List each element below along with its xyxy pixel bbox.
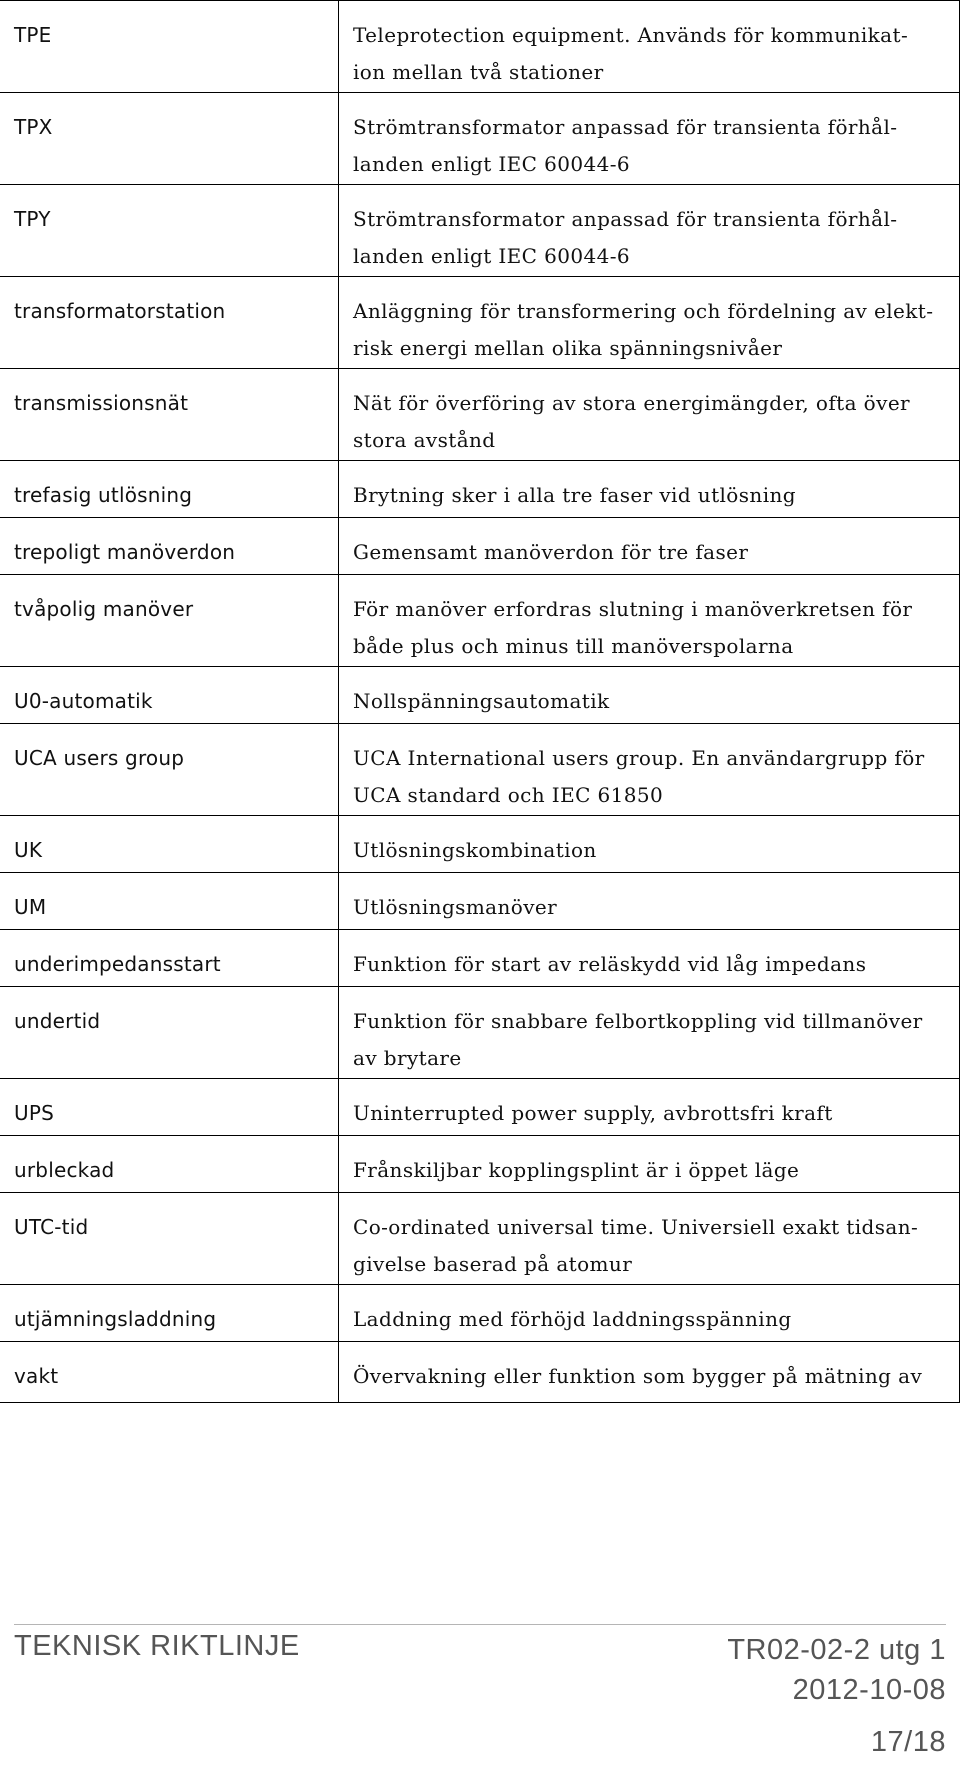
glossary-definition: Uninterrupted power supply, avbrottsfri kraft	[339, 1079, 960, 1136]
footer-meta	[727, 1630, 946, 1710]
glossary-row	[0, 461, 960, 518]
glossary-row	[0, 1193, 960, 1285]
glossary-definition: Brytning sker i alla tre faser vid utlösning	[339, 461, 960, 518]
footer-document-type: TEKNISK RIKTLINJE	[14, 1630, 300, 1662]
glossary-term: UM	[0, 873, 339, 930]
footer-date: 2012-10-08	[792, 1674, 946, 1706]
glossary-definition: Strömtransformator anpassad för transienta förhål- landen enligt IEC 60044-6	[339, 93, 960, 185]
footer-divider	[14, 1624, 946, 1625]
glossary-row	[0, 1285, 960, 1342]
glossary-term: UK	[0, 816, 339, 873]
glossary-row	[0, 987, 960, 1079]
glossary-term: undertid	[0, 987, 339, 1079]
glossary-row	[0, 369, 960, 461]
glossary-definition: Nollspänningsautomatik	[339, 667, 960, 724]
glossary-definition: Utlösningsmanöver	[339, 873, 960, 930]
glossary-term: urbleckad	[0, 1136, 339, 1193]
glossary-row	[0, 1, 960, 93]
glossary-row	[0, 93, 960, 185]
glossary-row	[0, 1079, 960, 1136]
glossary-term: UCA users group	[0, 724, 339, 816]
glossary-term: transmissionsnät	[0, 369, 339, 461]
glossary-term: utjämningsladdning	[0, 1285, 339, 1342]
glossary-term: U0-automatik	[0, 667, 339, 724]
glossary-definition: UCA International users group. En användargrupp för UCA standard och IEC 61850	[339, 724, 960, 816]
glossary-body	[0, 1, 960, 1403]
glossary-row	[0, 575, 960, 667]
glossary-row	[0, 1136, 960, 1193]
glossary-term: trepoligt manöverdon	[0, 518, 339, 575]
glossary-definition: Nät för överföring av stora energimängder, ofta över stora avstånd	[339, 369, 960, 461]
footer-document-id: TR02-02-2 utg 1	[727, 1634, 946, 1666]
glossary-definition: Övervakning eller funktion som bygger på mätning av	[339, 1342, 960, 1403]
glossary-term: tvåpolig manöver	[0, 575, 339, 667]
glossary-term: vakt	[0, 1342, 339, 1403]
glossary-definition: Utlösningskombination	[339, 816, 960, 873]
glossary-row	[0, 277, 960, 369]
glossary-definition: Funktion för start av reläskydd vid låg impedans	[339, 930, 960, 987]
glossary-row	[0, 724, 960, 816]
glossary-definition: Co-ordinated universal time. Universiell exakt tidsan- givelse baserad på atomur	[339, 1193, 960, 1285]
glossary-term: UTC-tid	[0, 1193, 339, 1285]
glossary-row	[0, 930, 960, 987]
glossary-definition: Gemensamt manöverdon för tre faser	[339, 518, 960, 575]
glossary-row	[0, 518, 960, 575]
glossary-term: TPX	[0, 93, 339, 185]
glossary-term: TPE	[0, 1, 339, 93]
glossary-term: trefasig utlösning	[0, 461, 339, 518]
glossary-definition: Laddning med förhöjd laddningsspänning	[339, 1285, 960, 1342]
glossary-definition: Teleprotection equipment. Används för kommunikat- ion mellan två stationer	[339, 1, 960, 93]
glossary-row	[0, 185, 960, 277]
glossary-row	[0, 873, 960, 930]
glossary-definition: Anläggning för transformering och fördelning av elekt- risk energi mellan olika spänningsnivåer	[339, 277, 960, 369]
glossary-definition: Frånskiljbar kopplingsplint är i öppet läge	[339, 1136, 960, 1193]
glossary-definition: Strömtransformator anpassad för transienta förhål- landen enligt IEC 60044-6	[339, 185, 960, 277]
glossary-term: TPY	[0, 185, 339, 277]
glossary-term: transformatorstation	[0, 277, 339, 369]
glossary-row	[0, 667, 960, 724]
glossary-term: UPS	[0, 1079, 339, 1136]
glossary-term: underimpedansstart	[0, 930, 339, 987]
glossary-row	[0, 1342, 960, 1403]
glossary-row	[0, 816, 960, 873]
glossary-definition: För manöver erfordras slutning i manöverkretsen för både plus och minus till manöverspolarna	[339, 575, 960, 667]
page-number: 17/18	[870, 1726, 946, 1758]
glossary-definition: Funktion för snabbare felbortkoppling vid tillmanöver av brytare	[339, 987, 960, 1079]
